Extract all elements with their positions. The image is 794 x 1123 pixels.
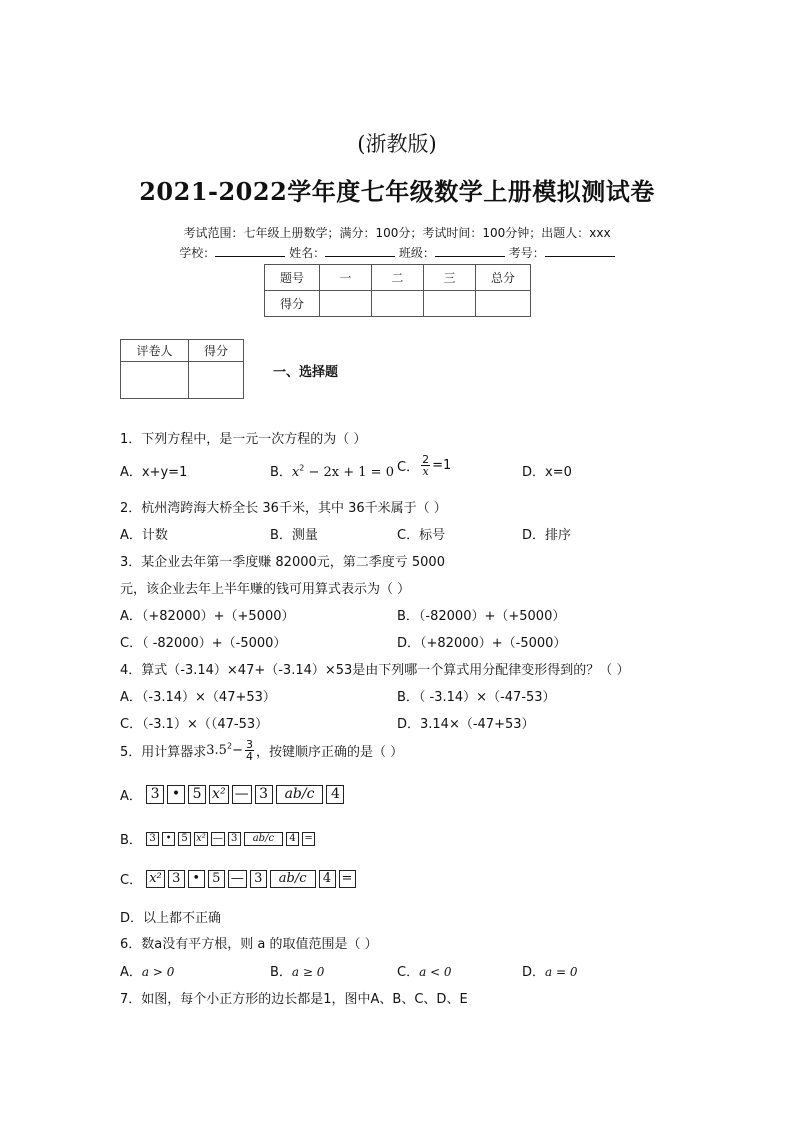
exam-no-blank [545,245,615,257]
q4-option-d: D．3.14×（-47+53） [397,717,535,732]
q2-option-a: A．计数 [120,528,168,543]
q6-option-d: D．a = 0 [522,965,578,980]
grader-header: 评卷人 [121,340,189,362]
key-4: 4 [286,832,299,846]
score-header-cell: 三 [424,265,476,291]
q4-option-a: A．（-3.14）×（47+53） [120,690,276,705]
key-decimal: • [162,832,175,846]
key-5: 5 [178,832,191,846]
section-title: 一、选择题 [273,365,339,380]
key-3: 3 [146,832,159,846]
question-5-stem: 5．用计算器求$3.5^2-$ $\frac{3}{4}$ ，按键顺序正确的是（ ） [120,738,404,763]
q6-option-b: B．a ≥ 0 [270,965,325,980]
q5-option-a: A． 3 • 5 x² — 3 ab/c 4 [120,785,344,804]
key-fraction: ab/c [270,870,316,888]
edition-label: (浙教版) [357,132,437,156]
grader-cell [121,362,189,399]
q5-option-c: C． x² 3 • 5 — 3 ab/c 4 = [120,869,356,888]
key-decimal: • [167,785,185,804]
grader-score-cell [189,362,244,399]
school-blank [215,245,285,257]
key-square: x² [146,870,165,888]
key-3: 3 [168,870,185,888]
student-fields [0,244,794,261]
grader-table [120,339,244,399]
score-row-label: 得分 [265,291,320,317]
key-4: 4 [319,870,336,888]
question-3-stem-line2: 元，该企业去年上半年赚的钱可用算式表示为（ ） [120,582,411,597]
q1-option-d: D．x=0 [522,465,572,480]
q1-option-a: A．x+y=1 [120,465,188,480]
q3-option-b: B．（-82000）+（+5000） [397,609,566,624]
question-6-stem: 6．数a没有平方根，则 a 的取值范围是（ ） [120,937,378,952]
name-blank [325,245,395,257]
q3-option-a: A．（+82000）+（+5000） [120,609,295,624]
question-4-stem: 4．算式（-3.14）×47+（-3.14）×53是由下列哪一个算式用分配律变形得到的？（ ） [120,663,630,678]
q5-option-b: B． 3 • 5 x² — 3 ab/c 4 = [120,829,315,848]
score-header-cell: 一 [320,265,372,291]
score-header-cell: 总分 [476,265,531,291]
question-7-stem: 7．如图，每个小正方形的边长都是1，图中A、B、C、D、E [120,992,468,1007]
name-label: 姓名： [289,246,326,260]
q3-option-d: D．（+82000）+（-5000） [397,636,567,651]
question-3-stem-line1: 3．某企业去年第一季度赚 82000元，第二季度亏 5000 [120,555,445,570]
key-minus: — [228,870,247,888]
q6-option-c: C．a < 0 [397,965,452,980]
key-fraction: ab/c [276,785,324,804]
q4-option-b: B．（ -3.14）×（-47-53） [397,690,556,705]
key-sequence-a [146,785,344,804]
score-cell [424,291,476,317]
key-5: 5 [208,870,225,888]
school-label: 学校： [179,246,216,260]
key-minus: — [212,832,223,844]
key-equals: = [302,832,315,846]
key-3: 3 [146,785,164,804]
q1-option-b: B．$x^2 - 2x + 1 = 0$ [270,463,394,480]
key-3: 3 [228,832,241,846]
fraction: $\frac{2}{x}$ [422,453,430,478]
key-sequence-c [146,870,355,888]
exam-no-label: 考号： [508,246,545,260]
exam-title: 2021-2022学年度七年级数学上册模拟测试卷 [139,177,655,206]
question-1-stem: 1．下列方程中，是一元一次方程的为（ ） [120,432,367,447]
score-cell [476,291,531,317]
q3-option-c: C．（ -82000）+（-5000） [120,636,287,651]
class-blank [435,245,505,257]
score-cell [320,291,372,317]
q5-option-d: D．以上都不正确 [120,911,222,926]
key-sequence-b [146,832,315,846]
key-4: 4 [326,785,344,804]
score-cell [372,291,424,317]
score-header-cell: 二 [372,265,424,291]
q2-option-c: C．标号 [397,528,446,543]
score-header-cell: 题号 [265,265,320,291]
key-3: 3 [250,870,267,888]
key-3: 3 [255,785,273,804]
q1-option-c: C． $\frac{2}{x}$ =1 [397,453,452,478]
fraction: $\frac{3}{4}$ [245,738,253,763]
question-2-stem: 2．杭州湾跨海大桥全长 36千米，其中 36千米属于（ ） [120,501,447,516]
key-fraction: ab/c [244,832,283,846]
grader-score-header: 得分 [189,340,244,362]
q2-option-d: D．排序 [522,528,572,543]
key-minus: — [232,785,252,804]
q6-option-a: A．a > 0 [120,965,175,980]
q2-option-b: B．测量 [270,528,318,543]
key-square: x² [209,785,229,804]
q4-option-c: C．（-3.1）×（（47-53） [120,717,269,732]
key-5: 5 [188,785,206,804]
exam-info: 考试范围：七年级上册数学；满分：100分；考试时间：100分钟；出题人：xxx [183,226,611,240]
key-equals: = [339,870,356,888]
class-label: 班级： [398,246,435,260]
key-decimal: • [188,870,205,888]
score-table [264,264,531,317]
key-square: x² [196,832,206,844]
